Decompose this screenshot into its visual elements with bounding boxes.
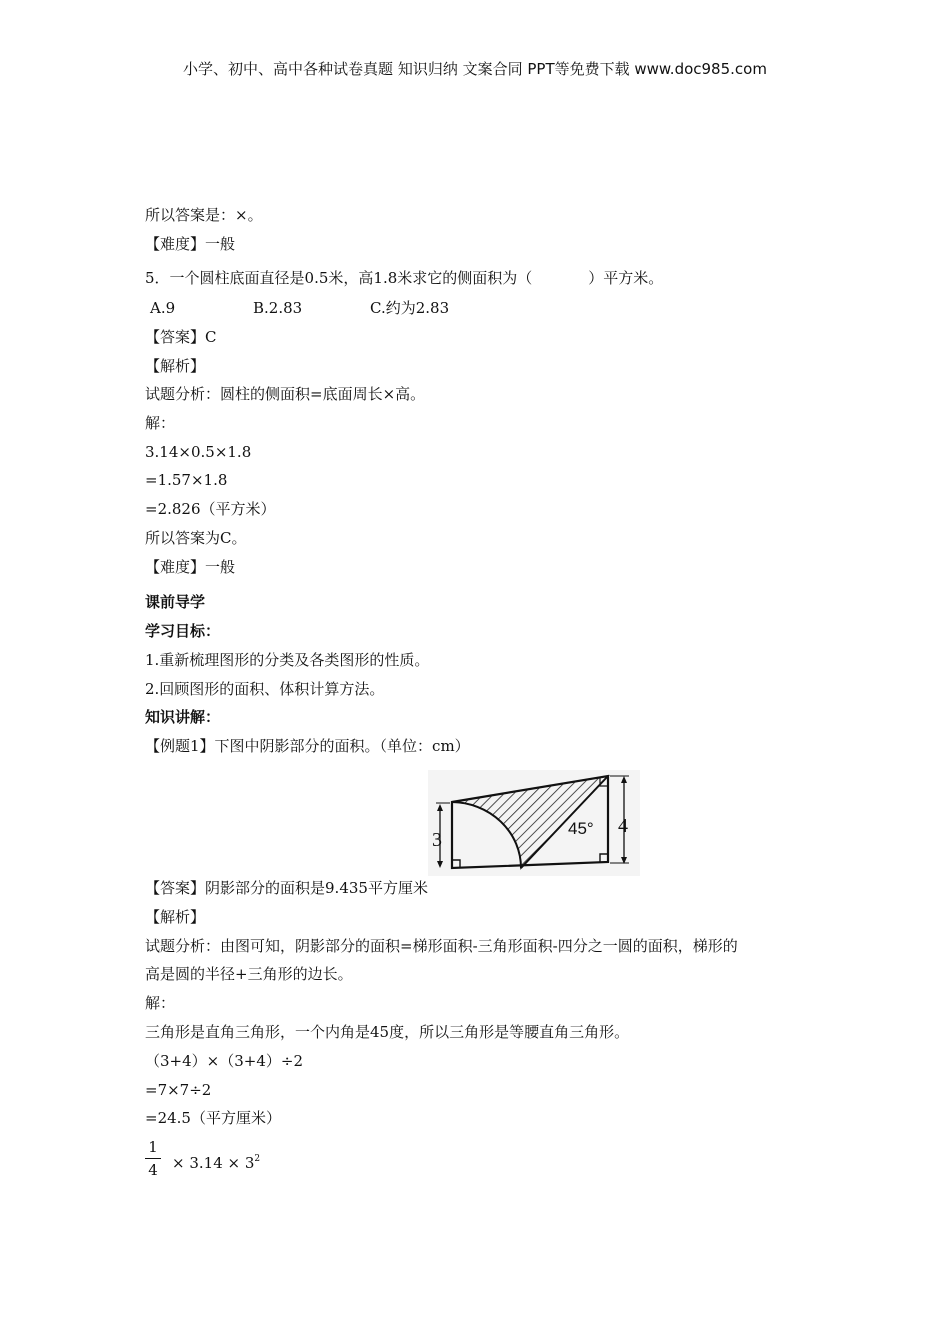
calc2-step-2: =7×7÷2 [145,1081,212,1099]
fraction-numerator: 1 [148,1138,158,1156]
question-5-tail: ）平方米。 [588,269,664,287]
learning-goals-heading: 学习目标： [145,622,221,640]
option-a: A.9 [150,299,176,317]
calc2-step-3: =24.5（平方厘米） [145,1109,281,1127]
difficulty-label: 【难度】一般 [145,235,236,253]
analysis-text-2a: 试题分析：由图可知，阴影部分的面积=梯形面积-三角形面积-四分之一圆的面积，梯形的 [145,937,738,955]
solution-label-2: 解： [145,994,176,1012]
answer-conclusion-2: 所以答案为C。 [145,529,247,547]
goal-1: 1.重新梳理图形的分类及各类图形的性质。 [145,651,430,669]
calc-step-2: =1.57×1.8 [145,471,228,489]
angle-label: 45° [568,819,594,838]
answer-label: 【答案】C [145,328,217,346]
section-title: 课前导学 [145,593,206,611]
option-b: B.2.83 [253,299,303,317]
fraction-quarter [145,1138,161,1179]
analysis-text-2b: 高是圆的半径+三角形的边长。 [145,965,353,983]
solution-label: 解： [145,414,176,432]
shaded-area-figure [428,770,640,876]
example-1-prompt: 【例题1】下图中阴影部分的面积。（单位：cm） [145,737,470,755]
triangle-statement: 三角形是直角三角形，一个内角是45度，所以三角形是等腰直角三角形。 [145,1023,630,1041]
example-1-answer: 【答案】阴影部分的面积是9.435平方厘米 [145,879,428,897]
calc-step-1: 3.14×0.5×1.8 [145,443,252,461]
fraction-denominator: 4 [148,1161,158,1179]
goal-2: 2.回顾图形的面积、体积计算方法。 [145,680,385,698]
calc-step-3: =2.826（平方米） [145,500,276,518]
question-5-text: 5．一个圆柱底面直径是0.5米，高1.8米求它的侧面积为（ [145,269,533,287]
knowledge-heading: 知识讲解： [145,708,221,726]
label-left: 3 [432,829,442,851]
label-right: 4 [618,815,628,837]
analysis-label: 【解析】 [145,357,206,375]
formula-exponent: 2 [254,1154,261,1164]
question-5 [145,268,663,288]
page-header: 小学、初中、高中各种试卷真题 知识归纳 文案合同 PPT等免费下载 www.doc985.com [183,60,767,78]
difficulty-label-2: 【难度】一般 [145,558,236,576]
calc2-step-1: （3+4）×（3+4）÷2 [145,1052,303,1070]
formula-expression: × 3.14 × 3 [172,1154,255,1172]
quarter-circle-formula [172,1154,260,1172]
analysis-text: 试题分析：圆柱的侧面积=底面周长×高。 [145,385,426,403]
option-c: C.约为2.83 [370,299,450,317]
answer-conclusion: 所以答案是：×。 [145,206,263,224]
analysis-label-2: 【解析】 [145,908,206,926]
